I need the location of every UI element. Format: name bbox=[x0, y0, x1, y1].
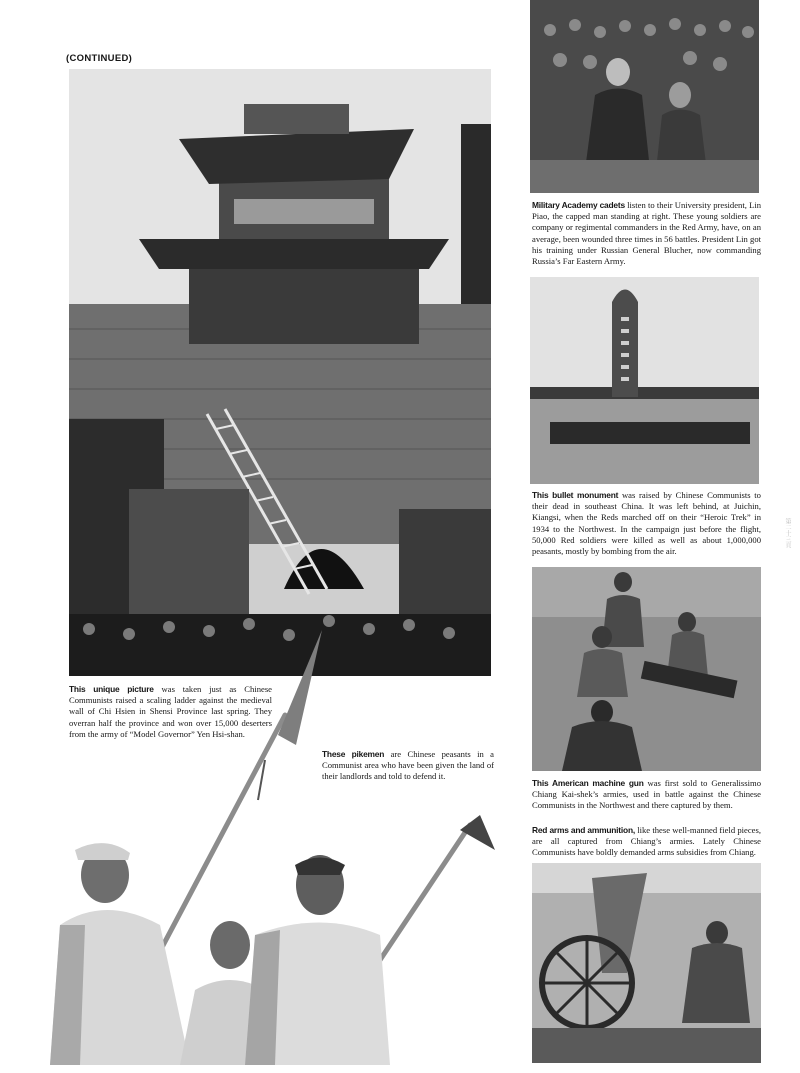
pikemen-photo bbox=[40, 625, 510, 1065]
caption-monument-lead: This bullet monument bbox=[532, 490, 619, 500]
gutter-mark: 第二十三頁 bbox=[784, 518, 791, 548]
caption-arms bbox=[532, 825, 761, 859]
caption-cadets-lead: Military Academy cadets bbox=[532, 200, 625, 210]
caption-arms-body: like these well-manned field pieces, are all captured from Chiang’s armies. Lately Chinese Communists have boldly demanded arms subsidies from Chiang. bbox=[532, 825, 761, 858]
caption-monument bbox=[532, 490, 761, 557]
caption-arms-lead: Red arms and ammunition, bbox=[532, 825, 635, 835]
field-pieces-photo bbox=[532, 863, 761, 1063]
continued-label: (CONTINUED) bbox=[66, 53, 133, 64]
wall-gate-photo bbox=[69, 69, 491, 676]
caption-cadets-body: listen to their University president, Lin Piao, the capped man standing at right. These young soldiers are company or regimental commanders in the Red Army, have, on an average, been wounded three times in 56 battles. President Lin got his training under Russian General Blucher, now commanding Russia’s Far Eastern Army. bbox=[532, 200, 762, 267]
caption-machine-gun-lead: This American machine gun bbox=[532, 778, 644, 788]
caption-machine-gun bbox=[532, 778, 761, 812]
caption-unique-picture-lead: This unique picture bbox=[69, 684, 154, 694]
caption-pikemen-lead: These pikemen bbox=[322, 749, 385, 759]
machine-gun-photo bbox=[532, 567, 761, 771]
bullet-monument-photo bbox=[530, 277, 759, 484]
caption-cadets bbox=[532, 200, 761, 267]
caption-pikemen-body: are Chinese peasants in a Communist area who have been given the land of their landlords and told to defend it. bbox=[322, 749, 494, 782]
caption-machine-gun-body: was first sold to Generalissimo Chiang Kai-shek’s armies, used in battle against the Chinese Communists in the Northwest and there captured by them. bbox=[532, 778, 761, 811]
cadets-photo bbox=[530, 0, 759, 193]
caption-unique-picture-body: was taken just as Chinese Communists raised a scaling ladder against the medieval wall of Chi Hsien in Shensi Province last spring. They overran half the province and won over 15,000 deserters from the army of “Model Governor” Yen Hsi-shan. bbox=[69, 684, 272, 739]
caption-monument-body: was raised by Chinese Communists to their dead in southeast China. It was left behind, at Juichin, Kiangsi, when the Reds marched off on their “Heroic Trek” in 1934 to the Northwest. In the campaign just before the flight, 50,000 Red soldiers were killed as well as about 1,000,000 peasants, mostly by bombing from the air. bbox=[532, 490, 761, 557]
